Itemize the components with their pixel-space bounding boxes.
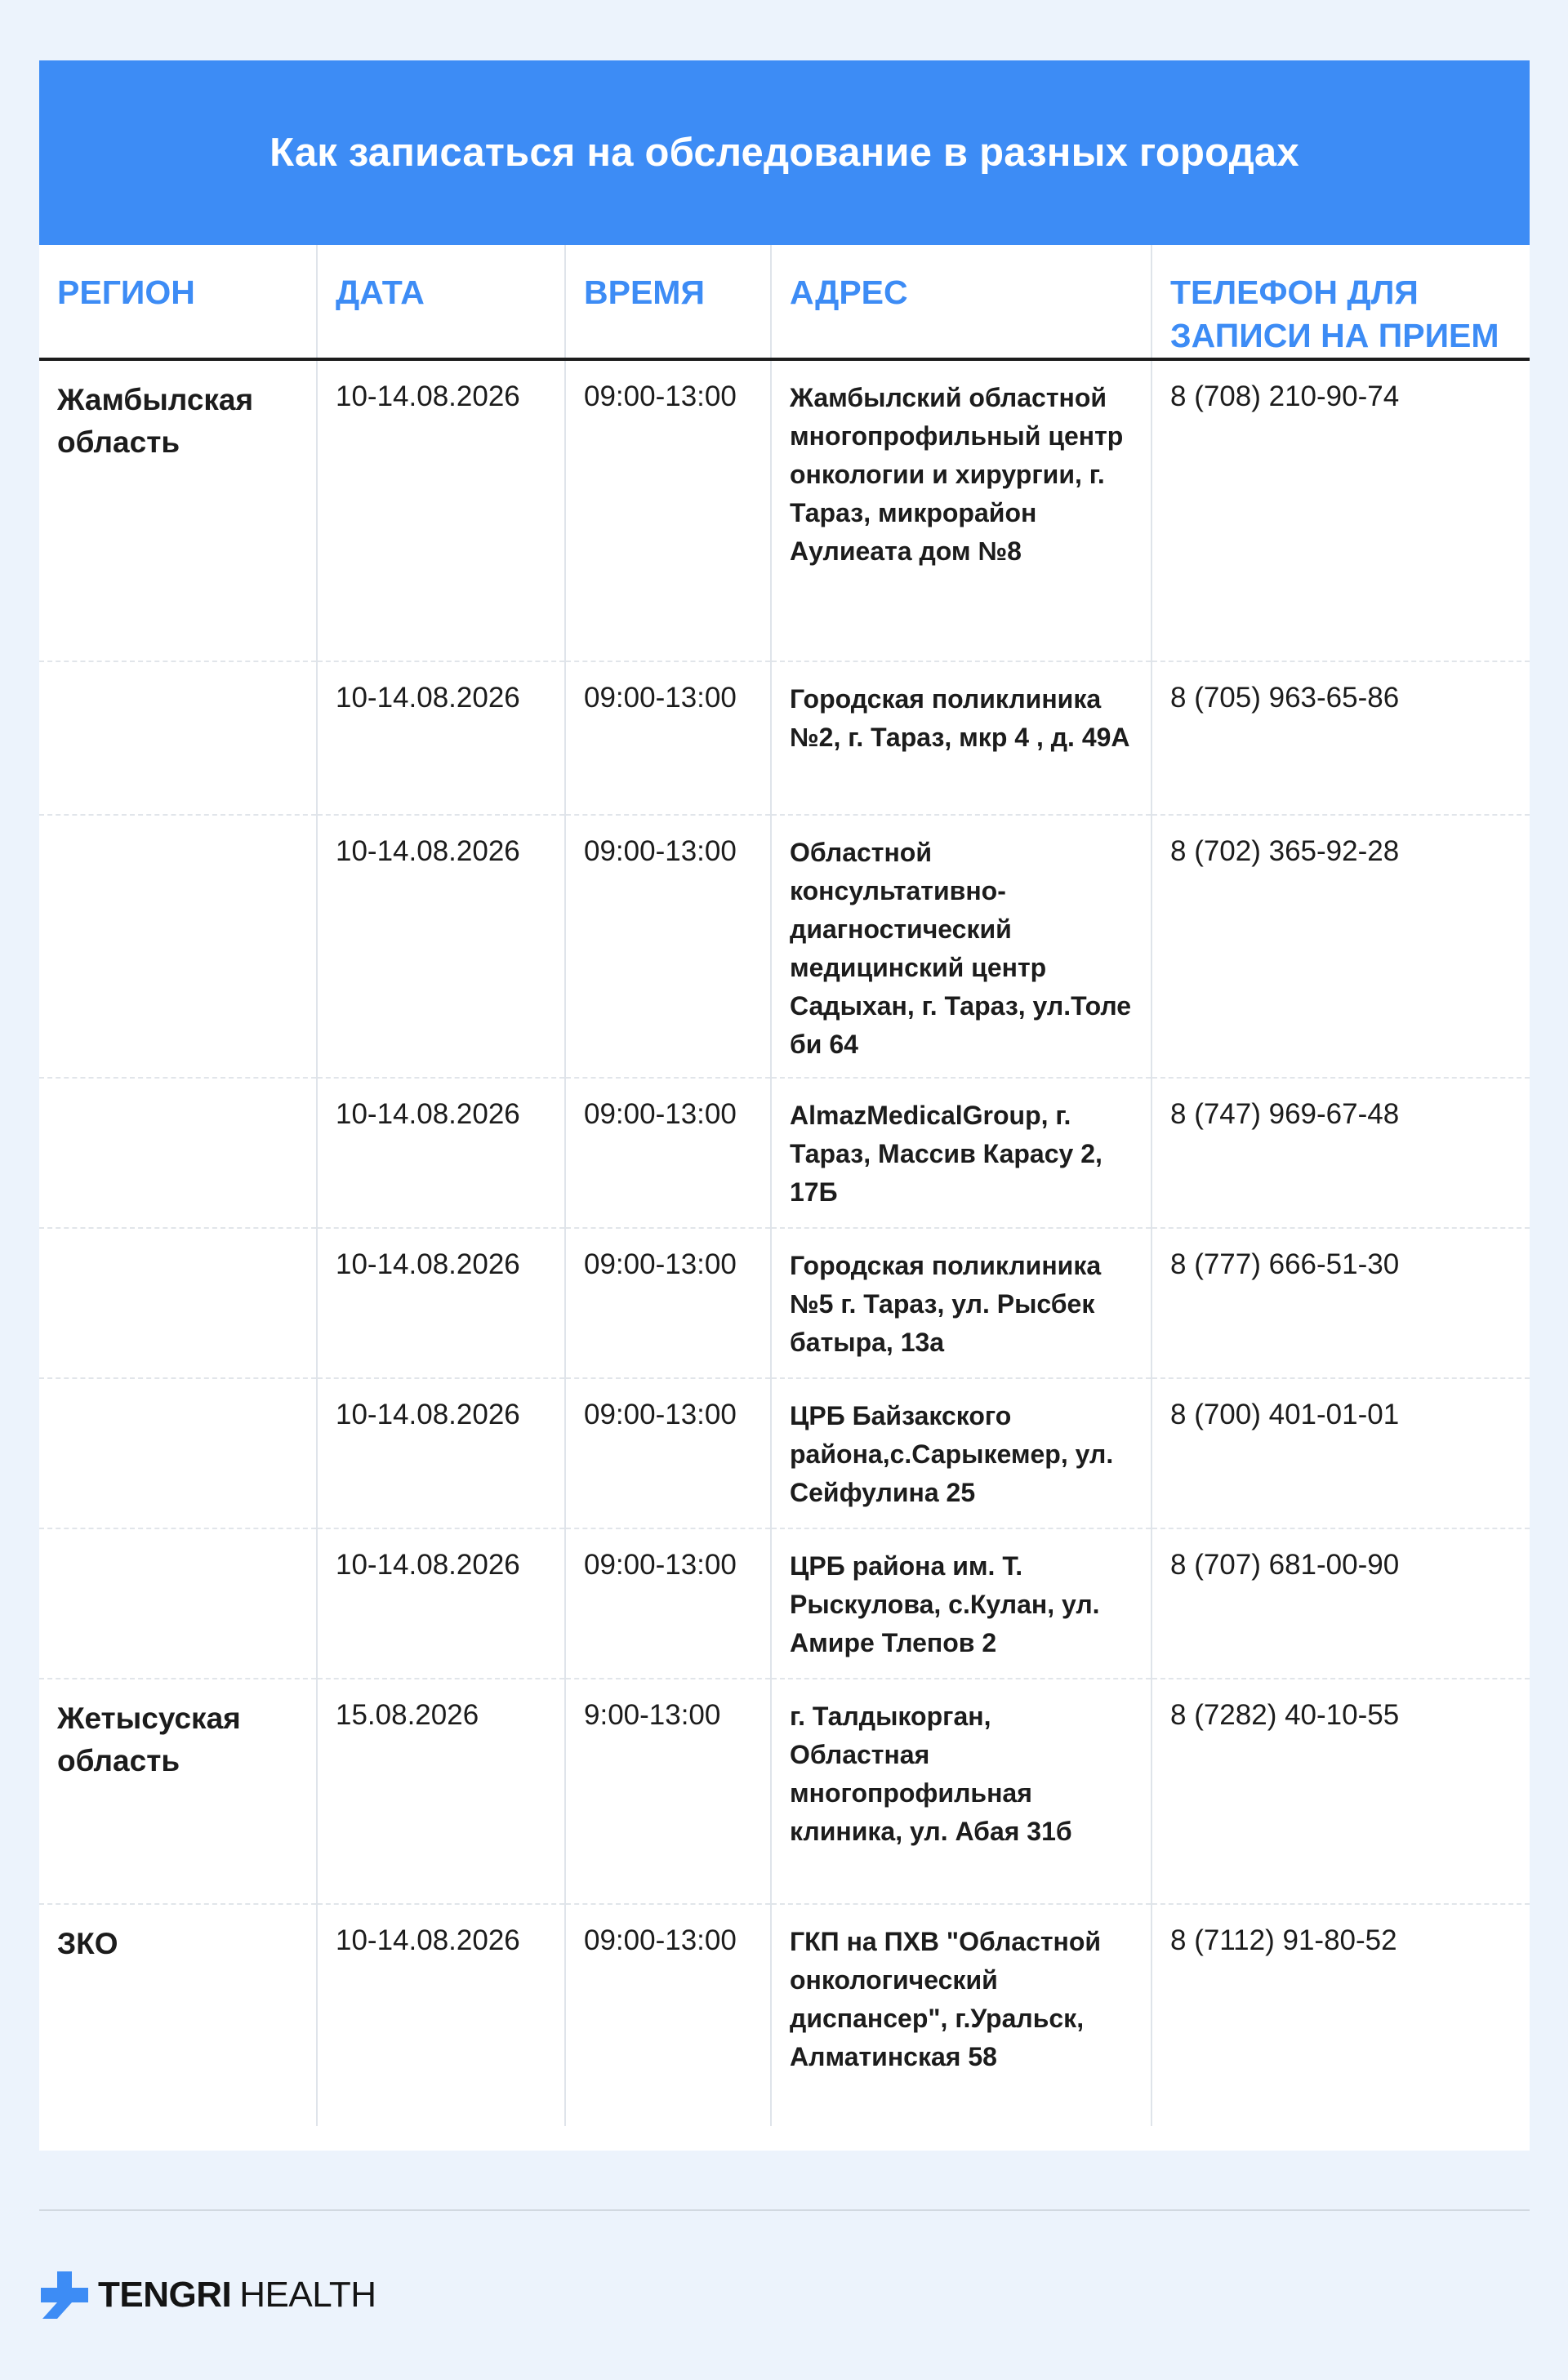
- address-cell: г. Талдыкорган, Областная многопрофильная клиника, ул. Абая 31б: [771, 1679, 1152, 1904]
- title-banner: [39, 60, 1530, 245]
- address-cell: AlmazMedicalGroup, г. Тараз, Массив Карасу 2, 17Б: [771, 1078, 1152, 1228]
- region-cell: ЗКО: [57, 1927, 118, 1960]
- address-cell: Городская поликлиника №2, г. Тараз, мкр 4 , д. 49А: [771, 661, 1152, 815]
- date-cell: 10-14.08.2026: [317, 1078, 565, 1228]
- table-row: [39, 1904, 1530, 2126]
- brand-name-bold: TENGRI: [98, 2275, 232, 2315]
- schedule-table: [39, 245, 1530, 2126]
- brand-logo: [39, 2270, 376, 2320]
- time-cell: 09:00-13:00: [565, 1528, 771, 1679]
- phone-cell: 8 (7112) 91-80-52: [1152, 1904, 1530, 2126]
- column-header-region: РЕГИОН: [39, 245, 317, 359]
- schedule-card: [39, 60, 1530, 2151]
- phone-cell: 8 (707) 681-00-90: [1152, 1528, 1530, 1679]
- page-title: Как записаться на обследование в разных городах: [270, 131, 1299, 175]
- region-cell: [39, 1078, 317, 1228]
- table-header-row: [39, 245, 1530, 359]
- region-cell: [39, 1528, 317, 1679]
- date-cell: 10-14.08.2026: [317, 815, 565, 1078]
- time-cell: 09:00-13:00: [565, 1904, 771, 2126]
- date-cell: 10-14.08.2026: [317, 1228, 565, 1378]
- address-cell: ЦРБ района им. Т. Рыскулова, с.Кулан, ул. Амире Тлепов 2: [771, 1528, 1152, 1679]
- column-header-phone: ТЕЛЕФОН ДЛЯ ЗАПИСИ НА ПРИЕМ: [1152, 245, 1530, 359]
- table-row: [39, 661, 1530, 815]
- phone-cell: 8 (777) 666-51-30: [1152, 1228, 1530, 1378]
- phone-cell: 8 (700) 401-01-01: [1152, 1378, 1530, 1528]
- time-cell: 09:00-13:00: [565, 359, 771, 661]
- region-cell: [39, 1228, 317, 1378]
- table-row: [39, 815, 1530, 1078]
- table-row: [39, 1078, 1530, 1228]
- date-cell: 10-14.08.2026: [317, 661, 565, 815]
- date-cell: 10-14.08.2026: [317, 359, 565, 661]
- address-cell: ГКП на ПХВ "Областной онкологический диспансер", г.Уральск, Алматинская 58: [771, 1904, 1152, 2126]
- address-cell: Городская поликлиника №5 г. Тараз, ул. Рысбек батыра, 13а: [771, 1228, 1152, 1378]
- brand-wordmark: [98, 2275, 376, 2315]
- phone-cell: 8 (708) 210-90-74: [1152, 359, 1530, 661]
- region-cell: [39, 815, 317, 1078]
- phone-cell: 8 (705) 963-65-86: [1152, 661, 1530, 815]
- address-cell: ЦРБ Байзакского района,с.Сарыкемер, ул. Сейфулина 25: [771, 1378, 1152, 1528]
- phone-cell: 8 (747) 969-67-48: [1152, 1078, 1530, 1228]
- region-cell: Жетысуская область: [39, 1679, 317, 1904]
- time-cell: 9:00-13:00: [565, 1679, 771, 1904]
- time-cell: 09:00-13:00: [565, 1378, 771, 1528]
- table-row: [39, 359, 1530, 661]
- region-cell: Жамбылская область: [39, 359, 317, 661]
- tengri-cross-logo-icon: [39, 2270, 90, 2320]
- address-cell: Областной консультативно-диагностический медицинский центр Садыхан, г. Тараз, ул.Толе би 64: [771, 815, 1152, 1078]
- time-cell: 09:00-13:00: [565, 1078, 771, 1228]
- column-header-address: АДРЕС: [771, 245, 1152, 359]
- region-cell: [39, 1378, 317, 1528]
- date-cell: 10-14.08.2026: [317, 1528, 565, 1679]
- footer-divider: [39, 2209, 1530, 2211]
- date-cell: 10-14.08.2026: [317, 1378, 565, 1528]
- column-header-time: ВРЕМЯ: [565, 245, 771, 359]
- column-header-date: ДАТА: [317, 245, 565, 359]
- time-cell: 09:00-13:00: [565, 661, 771, 815]
- time-cell: 09:00-13:00: [565, 815, 771, 1078]
- table-row: [39, 1228, 1530, 1378]
- region-cell: [39, 661, 317, 815]
- time-cell: 09:00-13:00: [565, 1228, 771, 1378]
- phone-cell: 8 (7282) 40-10-55: [1152, 1679, 1530, 1904]
- table-row: [39, 1528, 1530, 1679]
- address-cell: Жамбылский областной многопрофильный центр онкологии и хирургии, г. Тараз, микрорайон Аулиеата дом №8: [771, 359, 1152, 661]
- phone-cell: 8 (702) 365-92-28: [1152, 815, 1530, 1078]
- date-cell: 15.08.2026: [317, 1679, 565, 1904]
- table-row: [39, 1679, 1530, 1904]
- date-cell: 10-14.08.2026: [317, 1904, 565, 2126]
- table-row: [39, 1378, 1530, 1528]
- brand-name-light: HEALTH: [239, 2275, 376, 2315]
